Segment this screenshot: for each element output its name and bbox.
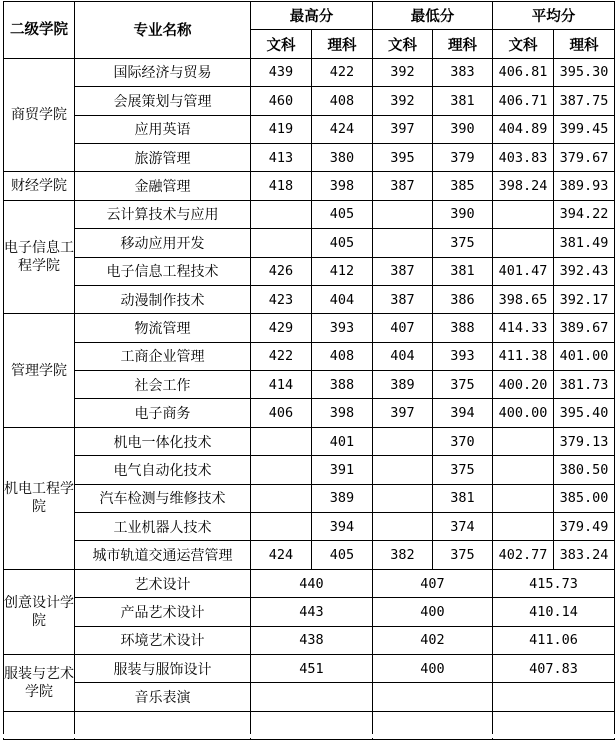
score-cell-avg-w [493,456,554,484]
score-cell-min: 400 [373,598,493,626]
score-cell-max [251,683,373,711]
table-row [4,399,615,427]
table-row [4,342,615,370]
score-cell-min-l: 379 [433,143,493,171]
score-cell-avg-w [493,513,554,541]
major-cell: 工商企业管理 [75,342,251,370]
table-row [4,598,615,626]
header-max: 最高分 [251,2,373,30]
score-cell-min-l: 383 [433,58,493,86]
score-cell-avg-l: 395.40 [554,399,615,427]
major-cell: 会展策划与管理 [75,87,251,115]
major-cell: 动漫制作技术 [75,285,251,313]
score-cell-avg: 415.73 [493,569,615,597]
score-cell-avg-l: 383.24 [554,541,615,569]
score-cell-max-w [251,484,312,512]
score-cell-max-w: 406 [251,399,312,427]
score-cell-min: 402 [373,626,493,654]
major-cell: 金融管理 [75,172,251,200]
table-row [4,115,615,143]
score-cell-avg-w: 406.71 [493,87,554,115]
score-cell-avg-w: 401.47 [493,257,554,285]
table-row [4,87,615,115]
score-cell-min-w: 404 [373,342,433,370]
table-row [4,654,615,682]
score-cell-min-l: 375 [433,371,493,399]
score-cell-avg-l: 385.00 [554,484,615,512]
score-cell-min-l: 370 [433,427,493,455]
score-cell-max-w: 423 [251,285,312,313]
score-cell-min-w: 389 [373,371,433,399]
score-cell-max-w: 429 [251,314,312,342]
header-min-wenke: 文科 [373,30,433,58]
score-cell-min: 407 [373,569,493,597]
score-cell-min-w: 407 [373,314,433,342]
table-row [4,456,615,484]
header-min: 最低分 [373,2,493,30]
score-cell-min-w [373,200,433,228]
college-cell: 电子信息工程学院 [4,200,75,314]
score-cell-min-w: 397 [373,399,433,427]
score-cell-min-w: 395 [373,143,433,171]
score-cell-max-l: 408 [312,87,373,115]
score-cell-max-w: 422 [251,342,312,370]
score-table-body [4,2,615,740]
table-row [4,58,615,86]
score-cell-avg-w: 414.33 [493,314,554,342]
score-cell-min-l: 381 [433,484,493,512]
score-cell-max-w: 419 [251,115,312,143]
score-cell-avg-w: 398.24 [493,172,554,200]
score-cell-max-l: 405 [312,541,373,569]
score-cell-avg-w [493,229,554,257]
score-cell-avg-w: 406.81 [493,58,554,86]
score-cell-min [373,683,493,711]
major-cell: 移动应用开发 [75,229,251,257]
score-cell-min-l: 381 [433,257,493,285]
score-cell-min-l: 385 [433,172,493,200]
header-max-wenke: 文科 [251,30,312,58]
page-bottom [0,734,616,738]
header-college: 二级学院 [4,2,75,59]
score-cell-min-l: 394 [433,399,493,427]
score-cell-min-w: 382 [373,541,433,569]
score-cell-avg-l: 380.50 [554,456,615,484]
score-cell-avg-w: 411.38 [493,342,554,370]
major-cell: 云计算技术与应用 [75,200,251,228]
score-cell-min-w [373,484,433,512]
score-cell-max-w: 460 [251,87,312,115]
score-cell-avg-l: 399.45 [554,115,615,143]
score-cell-avg-w: 402.77 [493,541,554,569]
score-cell-avg-l: 401.00 [554,342,615,370]
table-row [4,371,615,399]
header-min-like: 理科 [433,30,493,58]
major-cell: 工业机器人技术 [75,513,251,541]
major-cell: 电子信息工程技术 [75,257,251,285]
score-cell-min-w [373,513,433,541]
score-cell-max-l: 393 [312,314,373,342]
major-cell: 机电一体化技术 [75,427,251,455]
score-cell-max-w: 414 [251,371,312,399]
score-cell-max-w: 426 [251,257,312,285]
score-table [3,1,615,740]
score-cell-min-l: 386 [433,285,493,313]
header-row-1 [4,2,615,30]
score-cell-max-l: 380 [312,143,373,171]
major-cell: 环境艺术设计 [75,626,251,654]
score-cell-max-l: 405 [312,200,373,228]
score-cell-min-l: 374 [433,513,493,541]
score-cell-max-w [251,513,312,541]
major-cell: 社会工作 [75,371,251,399]
score-cell-min-l: 390 [433,200,493,228]
score-cell-max-w [251,229,312,257]
score-cell-min-l: 375 [433,541,493,569]
score-cell-avg: 407.83 [493,654,615,682]
score-cell-min-l: 390 [433,115,493,143]
score-cell-max-w: 439 [251,58,312,86]
score-cell-avg-l: 379.13 [554,427,615,455]
score-cell-avg-l: 387.75 [554,87,615,115]
score-cell-max-l: 412 [312,257,373,285]
score-cell-max-l: 398 [312,172,373,200]
table-row [4,143,615,171]
major-cell: 汽车检测与维修技术 [75,484,251,512]
score-cell-max-l: 389 [312,484,373,512]
score-cell-max: 438 [251,626,373,654]
score-cell-min-w [373,427,433,455]
score-cell-max: 440 [251,569,373,597]
major-cell: 音乐表演 [75,683,251,711]
major-cell: 艺术设计 [75,569,251,597]
score-cell-max-w [251,427,312,455]
table-row [4,513,615,541]
major-cell: 城市轨道交通运营管理 [75,541,251,569]
table-row [4,541,615,569]
table-row [4,427,615,455]
score-cell-avg-w: 400.00 [493,399,554,427]
table-row [4,683,615,711]
score-cell-min-w [373,229,433,257]
score-cell-avg-l: 392.43 [554,257,615,285]
score-cell-min-w: 387 [373,257,433,285]
score-cell-avg-w: 404.89 [493,115,554,143]
score-cell-max-l: 401 [312,427,373,455]
score-cell-min-w: 392 [373,58,433,86]
score-cell-max-l: 398 [312,399,373,427]
score-cell-max-w [251,200,312,228]
score-cell-avg-w: 403.83 [493,143,554,171]
score-cell-avg-w [493,427,554,455]
score-cell-avg-l: 379.49 [554,513,615,541]
college-cell: 商贸学院 [4,58,75,172]
major-cell: 旅游管理 [75,143,251,171]
table-row [4,285,615,313]
score-cell-min: 400 [373,654,493,682]
major-cell: 产品艺术设计 [75,598,251,626]
score-cell-min-l: 393 [433,342,493,370]
table-row [4,314,615,342]
table-row [4,626,615,654]
score-cell-max-l: 405 [312,229,373,257]
score-cell-avg-l: 379.67 [554,143,615,171]
score-cell-min-l: 381 [433,87,493,115]
table-row [4,172,615,200]
major-cell: 物流管理 [75,314,251,342]
header-avg: 平均分 [493,2,615,30]
score-cell-max-w: 413 [251,143,312,171]
score-cell-avg-l: 395.30 [554,58,615,86]
score-cell-avg-w [493,200,554,228]
score-cell-avg-l: 381.73 [554,371,615,399]
score-cell-avg: 411.06 [493,626,615,654]
score-cell-avg-l: 389.93 [554,172,615,200]
score-cell-avg-l: 394.22 [554,200,615,228]
score-cell-avg-w [493,484,554,512]
score-cell-avg-w: 398.65 [493,285,554,313]
major-cell: 应用英语 [75,115,251,143]
college-cell: 机电工程学院 [4,427,75,569]
score-cell-avg: 410.14 [493,598,615,626]
major-cell: 国际经济与贸易 [75,58,251,86]
college-cell: 服装与艺术学院 [4,654,75,711]
score-cell-min-l: 375 [433,229,493,257]
header-major: 专业名称 [75,2,251,59]
header-avg-wenke: 文科 [493,30,554,58]
college-cell: 创意设计学院 [4,569,75,654]
score-cell-max-l: 404 [312,285,373,313]
score-cell-avg-l: 381.49 [554,229,615,257]
major-cell: 电气自动化技术 [75,456,251,484]
score-cell-min-w: 392 [373,87,433,115]
score-cell-avg [493,683,615,711]
score-cell-min-l: 375 [433,456,493,484]
score-cell-max-w [251,456,312,484]
header-avg-like: 理科 [554,30,615,58]
score-cell-min-w: 397 [373,115,433,143]
score-cell-avg-l: 389.67 [554,314,615,342]
score-cell-max-l: 394 [312,513,373,541]
score-cell-avg-l: 392.17 [554,285,615,313]
score-cell-max: 451 [251,654,373,682]
score-cell-min-l: 388 [433,314,493,342]
table-row [4,200,615,228]
table-row [4,484,615,512]
table-row [4,229,615,257]
college-cell: 财经学院 [4,172,75,200]
score-cell-max: 443 [251,598,373,626]
score-cell-max-l: 408 [312,342,373,370]
header-max-like: 理科 [312,30,373,58]
score-cell-min-w [373,456,433,484]
score-cell-max-l: 422 [312,58,373,86]
score-cell-max-w: 418 [251,172,312,200]
score-cell-max-l: 391 [312,456,373,484]
score-cell-min-w: 387 [373,172,433,200]
college-cell: 管理学院 [4,314,75,428]
major-cell: 服装与服饰设计 [75,654,251,682]
table-row [4,569,615,597]
score-cell-max-l: 424 [312,115,373,143]
score-cell-min-w: 387 [373,285,433,313]
score-cell-max-l: 388 [312,371,373,399]
score-cell-max-w: 424 [251,541,312,569]
table-row [4,257,615,285]
major-cell: 电子商务 [75,399,251,427]
score-cell-avg-w: 400.20 [493,371,554,399]
